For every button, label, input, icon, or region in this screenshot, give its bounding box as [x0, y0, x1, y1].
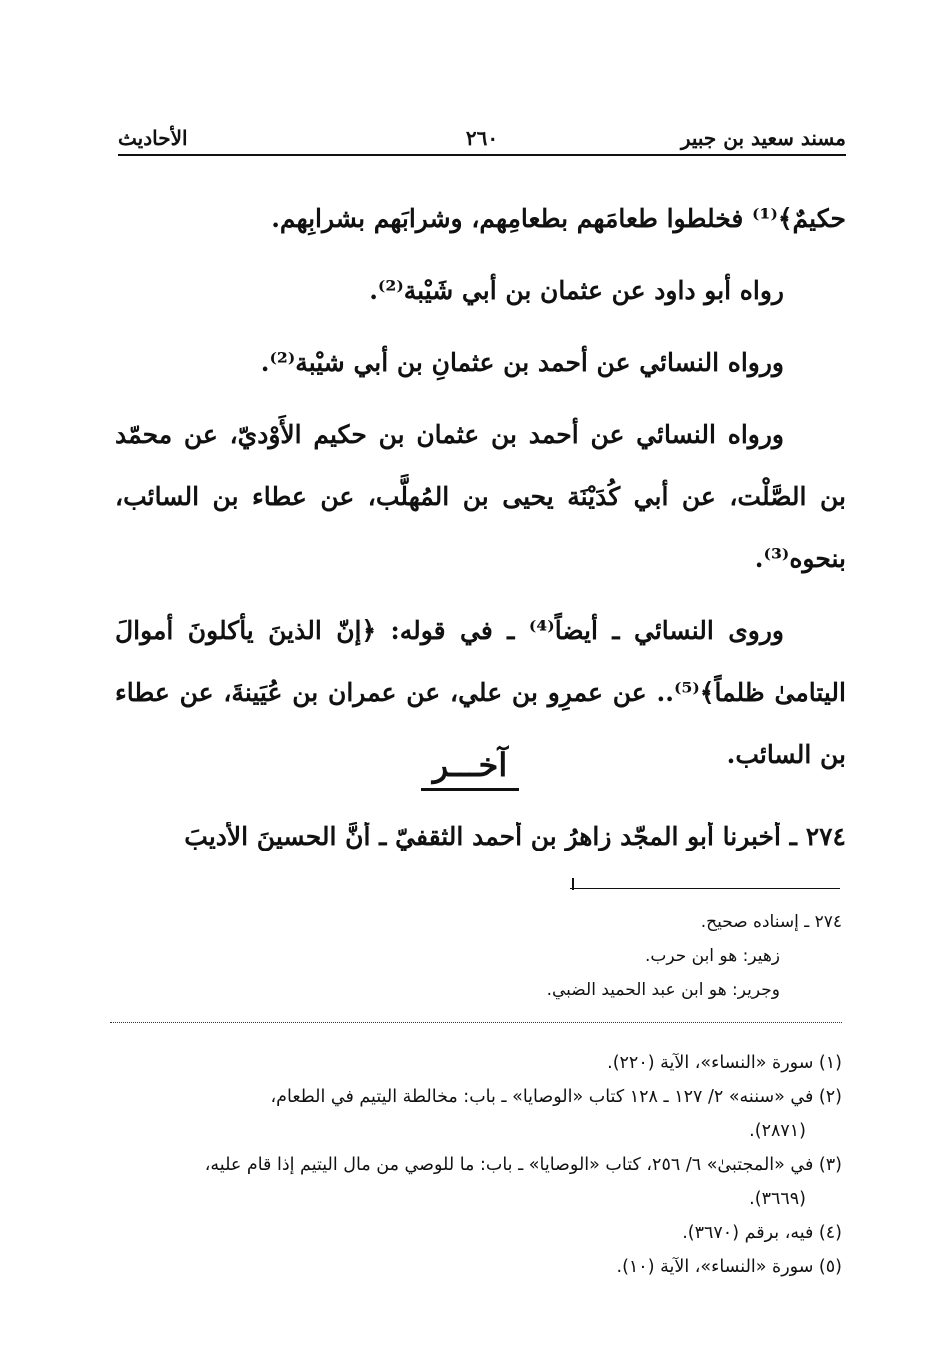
footnote-3-continuation: (٣٦٦٩).: [749, 1189, 806, 1209]
separator-tick: [572, 878, 574, 890]
footnote-1: [110, 1046, 842, 1080]
paragraph-2: رواه أبو داود عن عثمان بن أبي شَيْبة⁽²⁾.: [369, 276, 784, 305]
footnote-2: [110, 1080, 842, 1148]
footnote-3-text: (٣) في «المجتبىٰ» ٦/ ٢٥٦، كتاب «الوصايا» ـ باب: ما للوصي من مال اليتيم إذا قام عليه،: [204, 1155, 842, 1175]
footnote-4: [110, 1216, 842, 1250]
footnote-3: [110, 1148, 842, 1216]
paragraph-4: ورواه النسائي عن أحمد بن عثمان بن حكيم الأَوْديّ، عن محمّد بن الصَّلْت، عن أبي كُدَيْنَة يحيى بن المُهلَّب، عن عطاء بن السائب، بنحوه⁽³⁾.: [115, 420, 846, 573]
footnotes: [110, 1046, 842, 1284]
hadith-grading: [400, 905, 842, 1007]
hadith-opening-line: ٢٧٤ ـ أخبرنا أبو المجّد زاهرُ بن أحمد الثقفيّ ـ أنَّ الحسينَ الأديبَ: [184, 822, 846, 851]
footnote-separator: [570, 888, 840, 889]
paragraph-3: ورواه النسائي عن أحمد بن عثمانِ بن أبي شيْبة⁽²⁾.: [260, 348, 784, 377]
footnote-4-text: (٤) فيه، برقم (٣٦٧٠).: [682, 1223, 842, 1243]
paragraph-1: حكيمٌ﴾⁽¹⁾ فخلطوا طعامَهم بطعامِهم، وشرابَهم بشرابِهم.: [271, 204, 846, 233]
running-header: [118, 118, 846, 156]
grading-line-1: ٢٧٤ ـ إسناده صحيح.: [700, 912, 842, 932]
section-heading-text: آخـــر: [421, 746, 519, 791]
page-number: ٢٦٠: [465, 126, 499, 150]
dotted-divider: [110, 1022, 842, 1023]
main-text: [115, 188, 846, 796]
footnote-5-text: (٥) سورة «النساء»، الآية (١٠).: [616, 1257, 842, 1277]
section-heading: [0, 746, 940, 784]
footnote-2-text: (٢) في «سننه» ٢/ ١٢٧ ـ ١٢٨ كتاب «الوصايا» ـ باب: مخالطة اليتيم في الطعام،: [270, 1087, 842, 1107]
paragraph-5: وروى النسائي ـ أيضاً⁽⁴⁾ ـ في قوله: ﴿إنّ الذينَ يأكلونَ أموالَ اليتامىٰ ظلماً﴾⁽⁵⁾.. عن عمرِو بن علي، عن عمران بن عُيَينةَ، عن عطاء بن السائب.: [115, 616, 846, 769]
footnote-2-continuation: (٢٨٧١).: [749, 1121, 806, 1141]
header-section-title: الأحاديث: [118, 126, 188, 150]
footnote-1-text: (١) سورة «النساء»، الآية (٢٢٠).: [607, 1053, 842, 1073]
footnote-5: [110, 1250, 842, 1284]
header-book-title: مسند سعيد بن جبير: [680, 126, 846, 150]
grading-line-2: زهير: هو ابن حرب.: [644, 946, 780, 966]
grading-line-3: وجرير: هو ابن عبد الحميد الضبي.: [546, 980, 780, 1000]
